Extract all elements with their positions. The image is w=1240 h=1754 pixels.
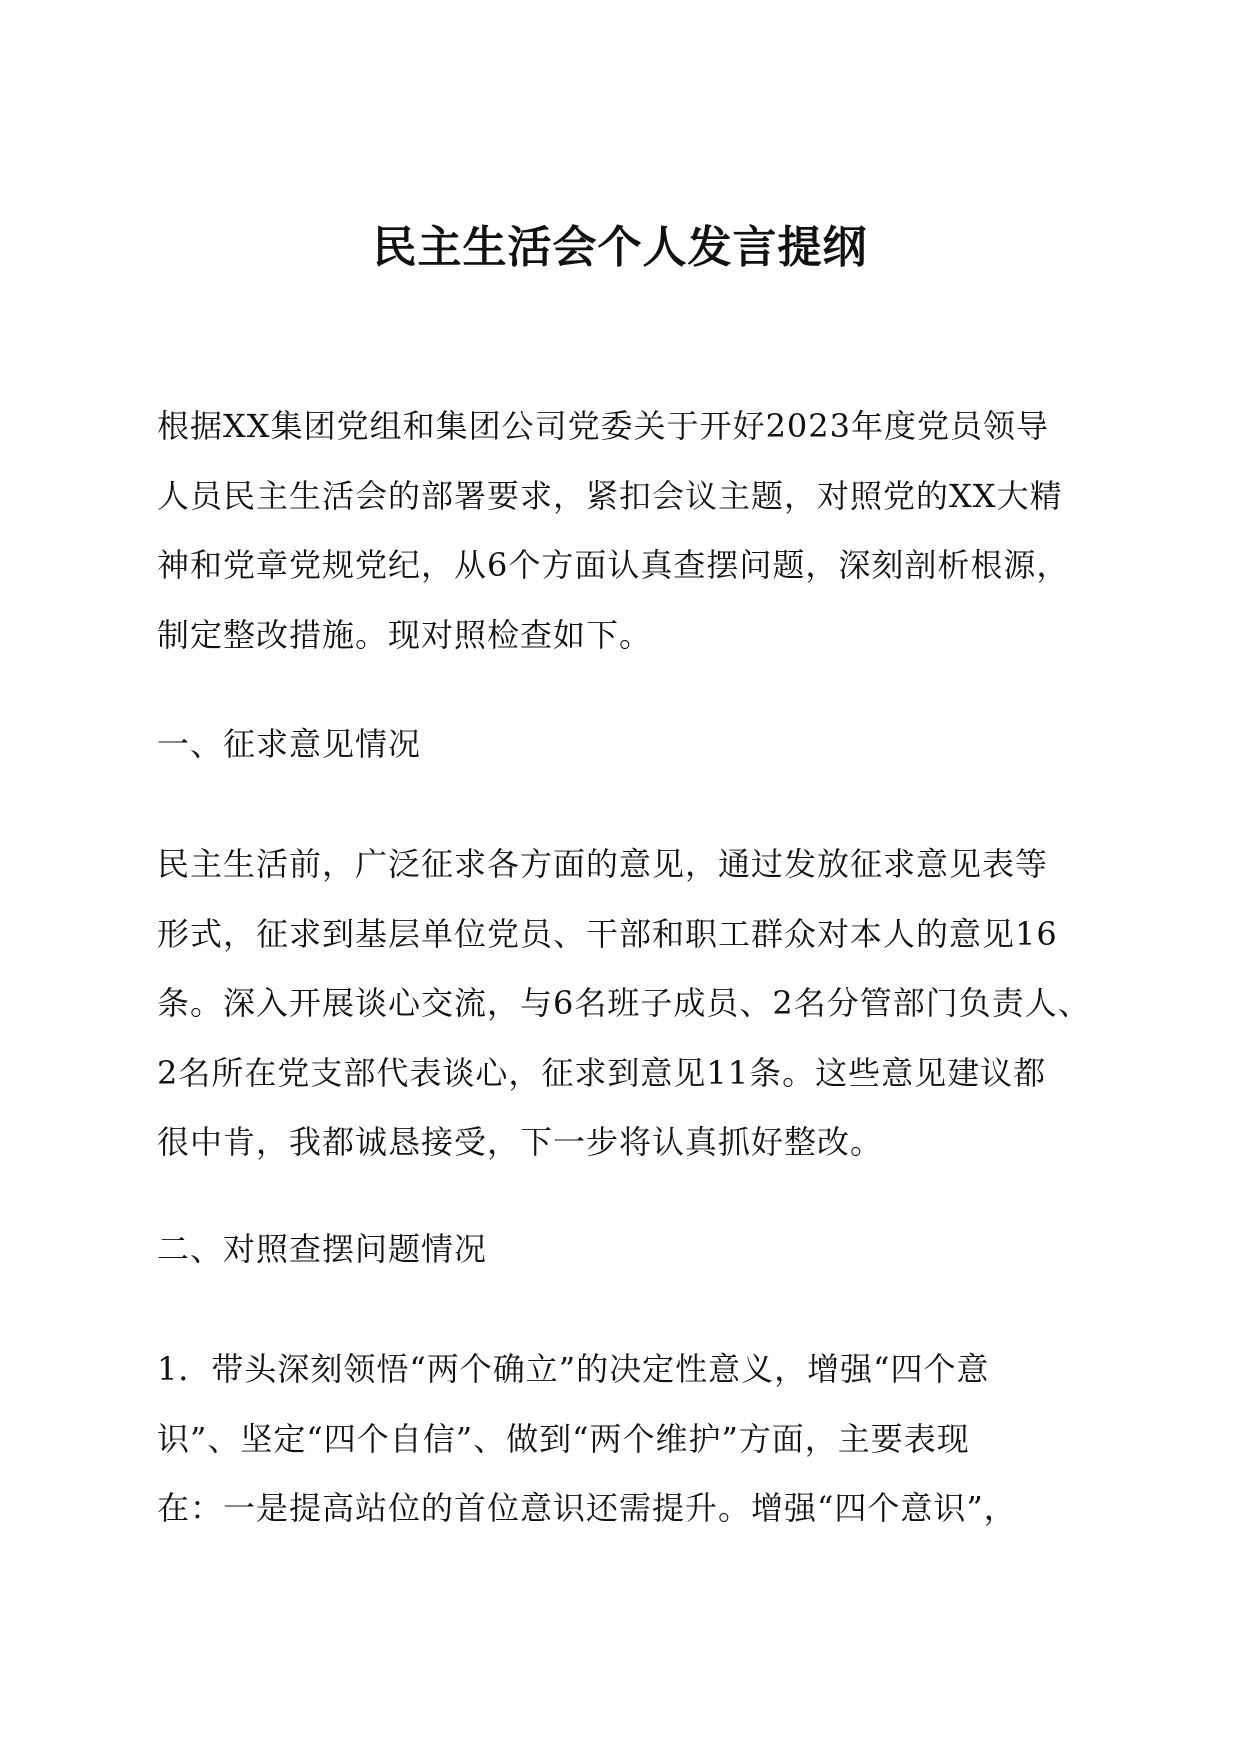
- text-line: 神和党章党规党纪，从6个方面认真查摆问题，深刻剖析根源，: [157, 546, 1070, 584]
- text-line: 形式，征求到基层单位党员、干部和职工群众对本人的意见16: [157, 914, 1058, 953]
- text-line: 条。深入开展谈心交流，与6名班子成员、2名分管部门负责人、: [157, 984, 1091, 1022]
- text-line: 2名所在党支部代表谈心，征求到意见11条。这些意见建议都: [157, 1053, 1047, 1092]
- text-line: 制定整改措施。现对照检查如下。: [157, 615, 653, 654]
- heading-text: 二、对照查摆问题情况: [157, 1230, 488, 1268]
- item1-paragraph: [157, 1335, 1087, 1544]
- text-line: 人员民主生活会的部署要求，紧扣会议主题，对照党的XX大精: [157, 476, 1063, 515]
- section-heading-2: [157, 1215, 1087, 1285]
- section1-paragraph: [157, 830, 1091, 1178]
- document-title: 民主生活会个人发言提纲: [372, 222, 868, 273]
- text-line: 很中肯，我都诚恳接受，下一步将认真抓好整改。: [157, 1123, 884, 1161]
- section-heading-1: [157, 710, 1087, 780]
- heading-text: 一、征求意见情况: [157, 725, 422, 763]
- text-line: 根据XX集团党组和集团公司党委关于开好2023年度党员领导: [157, 407, 1050, 445]
- intro-paragraph: [157, 392, 1087, 670]
- text-line: 识”、坚定“四个自信”、做到“两个维护”方面，主要表现: [157, 1419, 970, 1458]
- text-line: 在：一是提高站位的首位意识还需提升。增强“四个意识”，: [157, 1489, 1017, 1527]
- text-line: 民主生活前，广泛征求各方面的意见，通过发放征求意见表等: [157, 845, 1049, 883]
- text-line: 1．带头深刻领悟“两个确立”的决定性意义，增强“四个意: [157, 1350, 990, 1388]
